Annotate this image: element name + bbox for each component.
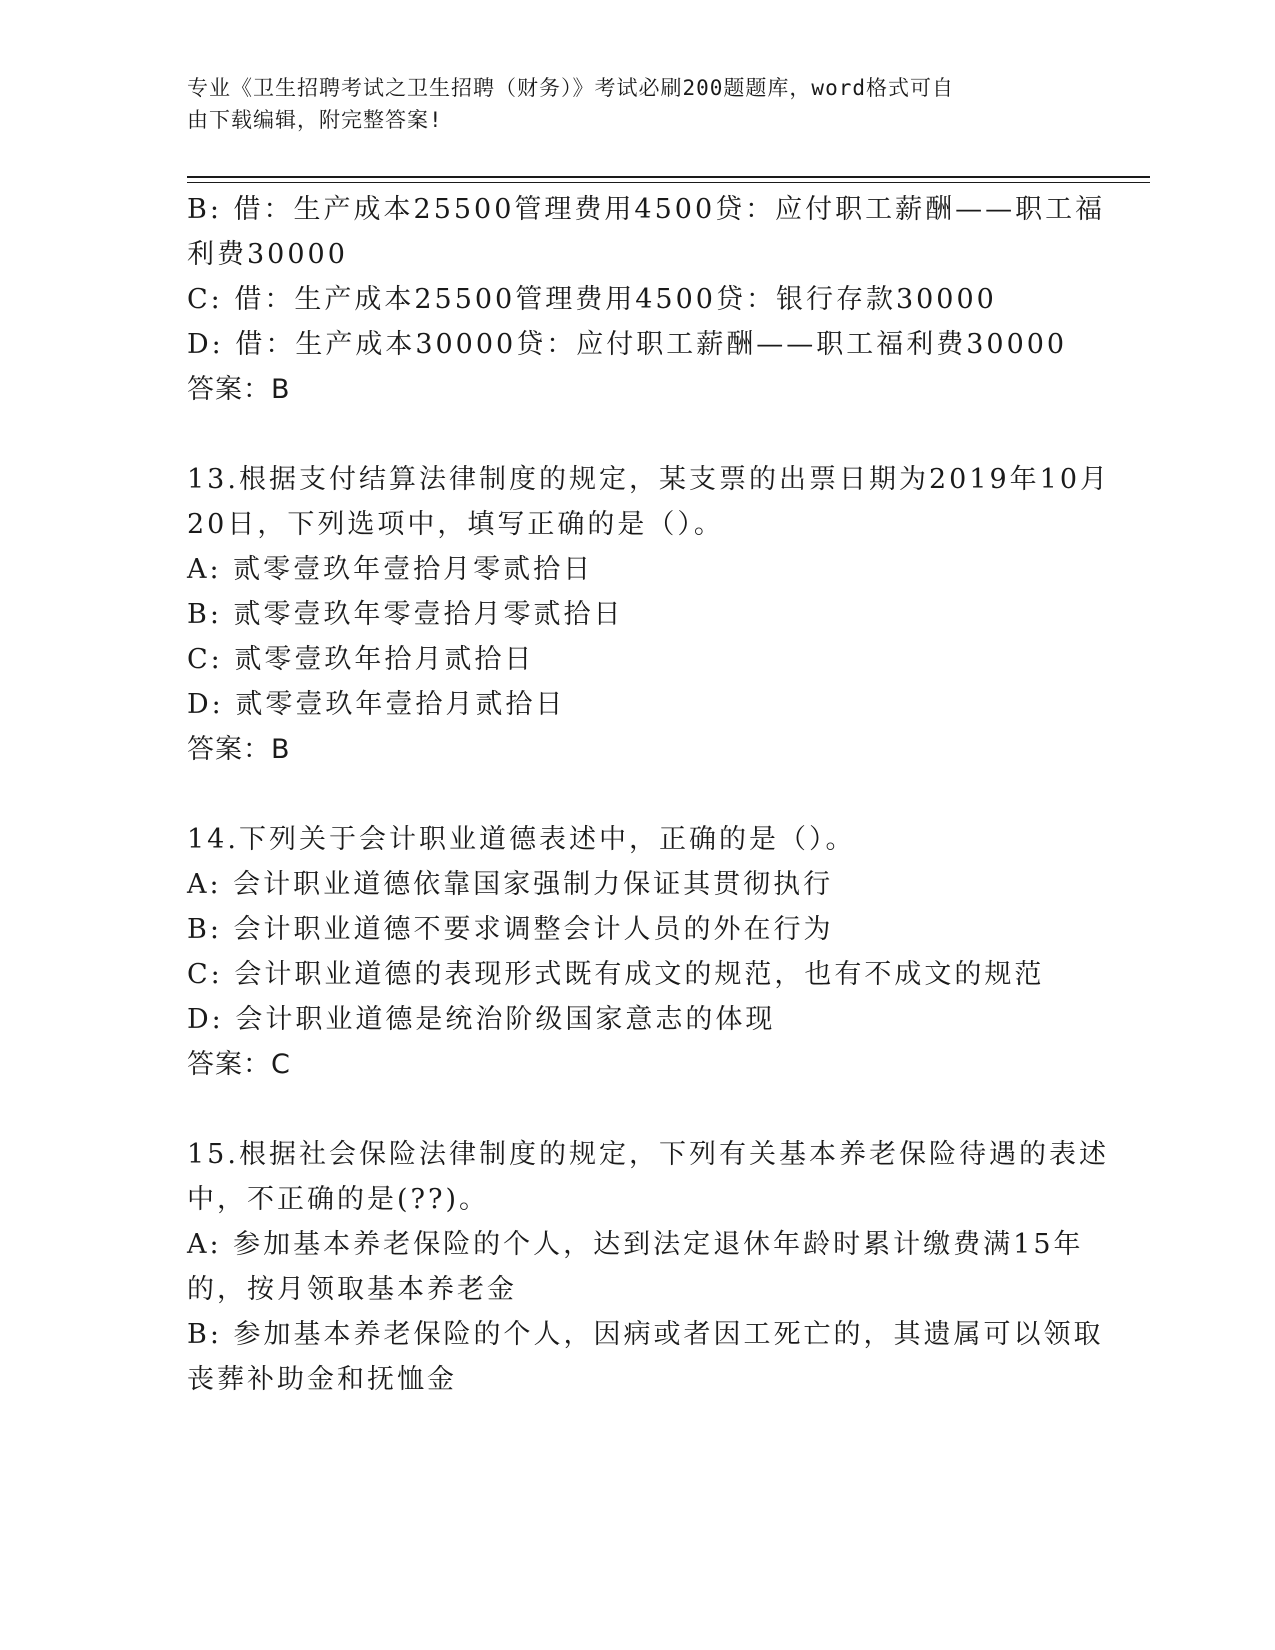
option-c: C: 贰零壹玖年拾月贰拾日 <box>187 644 535 675</box>
answer: 答案：C <box>187 1049 291 1080</box>
option-b-line-1: B: 借：生产成本25500管理费用4500贷：应付职工薪酬——职工福 <box>187 194 1106 225</box>
question-stem-line-2: 中，不正确的是(??)。 <box>187 1184 490 1215</box>
question-content <box>187 187 1111 1402</box>
question-stem-line-1: 13.根据支付结算法律制度的规定，某支票的出票日期为2019年10月 <box>187 464 1111 495</box>
spacer <box>187 412 1087 457</box>
question-13 <box>187 457 1111 772</box>
question-stem-line-1: 15.根据社会保险法律制度的规定，下列有关基本养老保险待遇的表述 <box>187 1139 1109 1170</box>
option-c: C: 会计职业道德的表现形式既有成文的规范，也有不成文的规范 <box>187 959 1045 990</box>
question-14 <box>187 817 1087 1087</box>
option-b-line-2: 丧葬补助金和抚恤金 <box>187 1364 457 1395</box>
option-b: B: 会计职业道德不要求调整会计人员的外在行为 <box>187 914 834 945</box>
question-stem-line-2: 20日，下列选项中，填写正确的是（）。 <box>187 509 724 540</box>
option-d: D: 贰零壹玖年壹拾月贰拾日 <box>187 689 566 720</box>
option-b-line-2: 利费30000 <box>187 239 348 270</box>
document-header <box>187 72 1067 136</box>
header-rule-thick <box>187 176 1150 178</box>
spacer <box>187 1087 1087 1132</box>
option-a-line-2: 的，按月领取基本养老金 <box>187 1274 517 1305</box>
question-stem: 14.下列关于会计职业道德表述中，正确的是（）。 <box>187 824 856 855</box>
spacer <box>187 772 1087 817</box>
option-b-line-1: B: 参加基本养老保险的个人，因病或者因工死亡的，其遗属可以领取 <box>187 1319 1104 1350</box>
option-c: C: 借：生产成本25500管理费用4500贷：银行存款30000 <box>187 284 997 315</box>
option-a-line-1: A: 参加基本养老保险的个人，达到法定退休年龄时累计缴费满15年 <box>187 1229 1084 1260</box>
option-a: A: 会计职业道德依靠国家强制力保证其贯彻执行 <box>187 869 834 900</box>
header-line-2: 由下载编辑，附完整答案! <box>187 108 443 132</box>
option-d: D: 借：生产成本30000贷：应付职工薪酬——职工福利费30000 <box>187 329 1068 360</box>
question-12-tail <box>187 187 1106 412</box>
option-d: D: 会计职业道德是统治阶级国家意志的体现 <box>187 1004 776 1035</box>
answer: 答案：B <box>187 734 291 765</box>
answer: 答案：B <box>187 374 291 405</box>
header-line-1: 专业《卫生招聘考试之卫生招聘（财务）》考试必刷200题题库，word格式可自 <box>187 76 954 100</box>
question-15 <box>187 1132 1109 1402</box>
option-a: A: 贰零壹玖年壹拾月零贰拾日 <box>187 554 594 585</box>
header-rule-thin <box>187 182 1150 183</box>
option-b: B: 贰零壹玖年零壹拾月零贰拾日 <box>187 599 624 630</box>
